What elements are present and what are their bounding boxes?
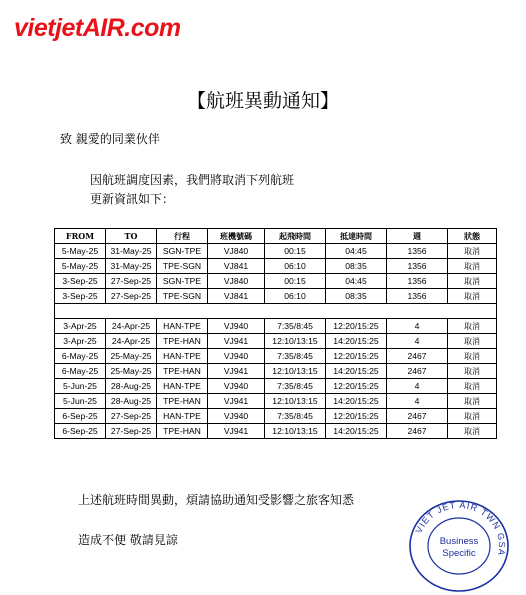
table-spacer-row [55, 304, 497, 319]
table-cell: 06:10 [265, 289, 326, 304]
table-header-row [55, 229, 497, 244]
table-cell: 31-May-25 [106, 244, 157, 259]
table-row [55, 289, 497, 304]
table-cell: 08:35 [326, 259, 387, 274]
company-stamp [407, 499, 511, 594]
table-cell: 27-Sep-25 [106, 274, 157, 289]
table-cell: 00:15 [265, 274, 326, 289]
table-cell: SGN-TPE [157, 274, 208, 289]
greeting: 致 親愛的同業伙伴 [60, 132, 160, 146]
table-row [55, 319, 497, 334]
table-cell: HAN-TPE [157, 349, 208, 364]
table-row [55, 424, 497, 439]
table-cell: 1356 [387, 274, 448, 289]
table-cell: 24-Apr-25 [106, 319, 157, 334]
table-cell: 6-May-25 [55, 364, 106, 379]
table-cell: 4 [387, 379, 448, 394]
table-cell: 2467 [387, 364, 448, 379]
table-cell: SGN-TPE [157, 244, 208, 259]
table-cell: 27-Sep-25 [106, 424, 157, 439]
table-cell: 5-Jun-25 [55, 394, 106, 409]
table-cell: VJ841 [208, 259, 265, 274]
table-cell: 取消 [448, 244, 497, 259]
table-cell: 1356 [387, 259, 448, 274]
table-cell: 12:20/15:25 [326, 349, 387, 364]
table-cell: 3-Apr-25 [55, 334, 106, 349]
page-title: 【航班異動通知】 [186, 90, 339, 112]
table-cell: 12:10/13:15 [265, 424, 326, 439]
table-cell: 00:15 [265, 244, 326, 259]
table-cell: 7:35/8:45 [265, 409, 326, 424]
table-cell: 6-Sep-25 [55, 424, 106, 439]
table-cell: 12:20/15:25 [326, 379, 387, 394]
table-cell: VJ941 [208, 424, 265, 439]
table-cell: 2467 [387, 409, 448, 424]
table-cell: 取消 [448, 379, 497, 394]
table-cell: VJ940 [208, 349, 265, 364]
intro-line-2: 更新資訊如下： [90, 192, 175, 206]
stamp-ring-text: VIET JET AIR TWN GSA [413, 499, 508, 557]
table-cell: 取消 [448, 274, 497, 289]
table-cell: VJ941 [208, 364, 265, 379]
table-cell: 4 [387, 319, 448, 334]
table-cell: 6-Sep-25 [55, 409, 106, 424]
table-cell: 3-Sep-25 [55, 289, 106, 304]
table-cell: 04:45 [326, 244, 387, 259]
table-cell: 25-May-25 [106, 349, 157, 364]
table-cell: 4 [387, 394, 448, 409]
table-cell: 7:35/8:45 [265, 379, 326, 394]
table-cell: 24-Apr-25 [106, 334, 157, 349]
table-cell: VJ840 [208, 244, 265, 259]
col-route: 行程 [157, 229, 208, 244]
table-cell: TPE-SGN [157, 259, 208, 274]
table-cell: 14:20/15:25 [326, 394, 387, 409]
table-row [55, 334, 497, 349]
table-cell: VJ840 [208, 274, 265, 289]
table-cell: 取消 [448, 349, 497, 364]
table-cell: 取消 [448, 319, 497, 334]
table-cell: 1356 [387, 244, 448, 259]
table-cell: 取消 [448, 409, 497, 424]
table-cell: 14:20/15:25 [326, 424, 387, 439]
table-cell: VJ841 [208, 289, 265, 304]
table-row [55, 349, 497, 364]
table-cell: 1356 [387, 289, 448, 304]
table-cell: VJ941 [208, 394, 265, 409]
table-row [55, 394, 497, 409]
table-cell: 27-Sep-25 [106, 409, 157, 424]
table-row [55, 379, 497, 394]
table-cell: 取消 [448, 364, 497, 379]
table-cell: 12:10/13:15 [265, 394, 326, 409]
col-from: FROM [55, 229, 106, 244]
table-cell: 12:20/15:25 [326, 409, 387, 424]
table-cell: 5-Jun-25 [55, 379, 106, 394]
table-cell: 28-Aug-25 [106, 394, 157, 409]
table-cell: VJ940 [208, 379, 265, 394]
table-cell: 6-May-25 [55, 349, 106, 364]
table-cell: 06:10 [265, 259, 326, 274]
table-row [55, 409, 497, 424]
intro-line-1: 因航班調度因素，我們將取消下列航班 [90, 173, 295, 187]
col-arrival: 抵達時間 [326, 229, 387, 244]
table-cell: 27-Sep-25 [106, 289, 157, 304]
table-cell: 12:20/15:25 [326, 319, 387, 334]
table-cell: 14:20/15:25 [326, 334, 387, 349]
table-cell: 3-Sep-25 [55, 274, 106, 289]
table-cell: 31-May-25 [106, 259, 157, 274]
table-cell: HAN-TPE [157, 379, 208, 394]
col-weekday: 週 [387, 229, 448, 244]
table-cell: 5-May-25 [55, 244, 106, 259]
table-cell: 7:35/8:45 [265, 349, 326, 364]
table-cell: 12:10/13:15 [265, 364, 326, 379]
table-cell: TPE-HAN [157, 424, 208, 439]
table-row [55, 259, 497, 274]
table-cell: 25-May-25 [106, 364, 157, 379]
flight-table [54, 228, 497, 439]
table-cell: 14:20/15:25 [326, 364, 387, 379]
table-cell: 3-Apr-25 [55, 319, 106, 334]
col-flight-no: 班機號碼 [208, 229, 265, 244]
table-cell: 取消 [448, 424, 497, 439]
footer-line-1: 上述航班時間異動，煩請協助通知受影響之旅客知悉 [78, 493, 355, 507]
vietjet-logo: vietjetAIR.com [14, 14, 181, 42]
table-cell: VJ940 [208, 319, 265, 334]
table-cell: 7:35/8:45 [265, 319, 326, 334]
table-cell: 12:10/13:15 [265, 334, 326, 349]
table-cell: 取消 [448, 334, 497, 349]
table-row [55, 364, 497, 379]
stamp-line-1: Business [439, 536, 479, 547]
table-cell: 4 [387, 334, 448, 349]
table-cell: VJ940 [208, 409, 265, 424]
table-cell: 取消 [448, 289, 497, 304]
table-cell: 取消 [448, 259, 497, 274]
table-cell: 2467 [387, 424, 448, 439]
table-cell: 2467 [387, 349, 448, 364]
table-cell: TPE-HAN [157, 394, 208, 409]
col-status: 狀態 [448, 229, 497, 244]
table-cell: TPE-SGN [157, 289, 208, 304]
table-cell: TPE-HAN [157, 364, 208, 379]
table-cell: VJ941 [208, 334, 265, 349]
table-cell: 28-Aug-25 [106, 379, 157, 394]
table-row [55, 244, 497, 259]
col-departure: 起飛時間 [265, 229, 326, 244]
footer-line-2: 造成不便 敬請見諒 [78, 533, 178, 547]
table-cell: 取消 [448, 394, 497, 409]
table-cell: HAN-TPE [157, 409, 208, 424]
table-cell: 5-May-25 [55, 259, 106, 274]
table-cell: HAN-TPE [157, 319, 208, 334]
table-row [55, 274, 497, 289]
table-cell: 08:35 [326, 289, 387, 304]
table-cell: TPE-HAN [157, 334, 208, 349]
stamp-line-2: Specific [442, 548, 476, 559]
col-to: TO [106, 229, 157, 244]
table-cell: 04:45 [326, 274, 387, 289]
